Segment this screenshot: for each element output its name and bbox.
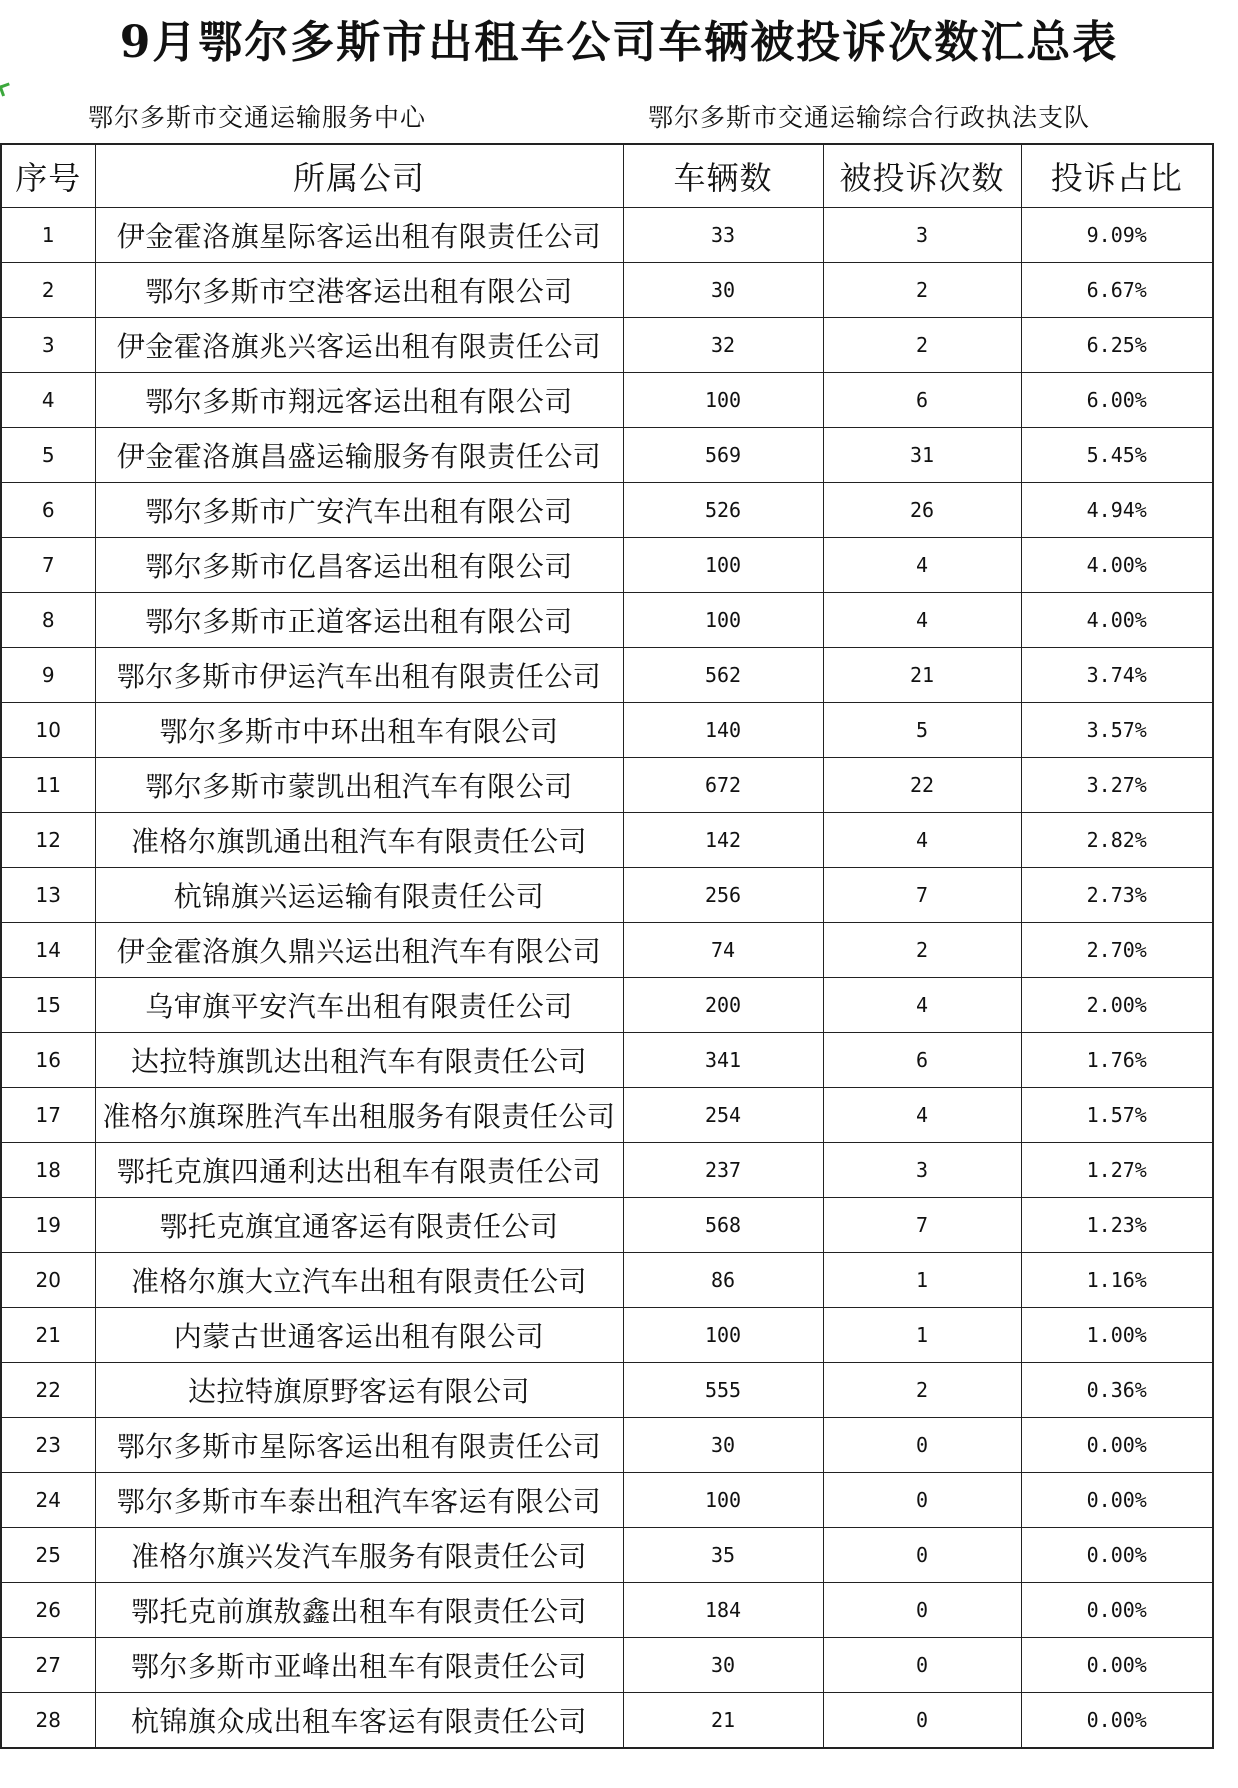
cell-vehicles: 100 xyxy=(623,593,823,648)
cell-ratio: 4.00% xyxy=(1021,538,1213,593)
cell-ratio: 1.57% xyxy=(1021,1088,1213,1143)
cell-index: 15 xyxy=(1,978,95,1033)
cell-index: 26 xyxy=(1,1583,95,1638)
cell-complaints: 7 xyxy=(823,1198,1021,1253)
header-company: 所属公司 xyxy=(95,144,623,208)
page-title: 9月鄂尔多斯市出租车公司车辆被投诉次数汇总表 xyxy=(119,17,1119,68)
cell-ratio: 2.82% xyxy=(1021,813,1213,868)
cell-ratio: 0.36% xyxy=(1021,1363,1213,1418)
table-row xyxy=(1,593,1213,648)
cell-complaints: 3 xyxy=(823,208,1021,263)
table-row xyxy=(1,373,1213,428)
cell-ratio: 0.00% xyxy=(1021,1473,1213,1528)
cell-ratio: 0.00% xyxy=(1021,1583,1213,1638)
cell-ratio: 1.23% xyxy=(1021,1198,1213,1253)
cell-index: 4 xyxy=(1,373,95,428)
table-row xyxy=(1,1583,1213,1638)
cell-company: 鄂尔多斯市广安汽车出租有限公司 xyxy=(95,483,623,538)
cell-complaints: 0 xyxy=(823,1473,1021,1528)
corner-mark xyxy=(0,82,13,96)
cell-ratio: 6.67% xyxy=(1021,263,1213,318)
table-row xyxy=(1,1143,1213,1198)
issuer-left: 鄂尔多斯市交通运输服务中心 xyxy=(88,103,427,132)
cell-vehicles: 526 xyxy=(623,483,823,538)
table-row xyxy=(1,1473,1213,1528)
cell-ratio: 3.74% xyxy=(1021,648,1213,703)
cell-company: 杭锦旗兴运运输有限责任公司 xyxy=(95,868,623,923)
cell-complaints: 0 xyxy=(823,1418,1021,1473)
cell-complaints: 0 xyxy=(823,1638,1021,1693)
cell-vehicles: 100 xyxy=(623,373,823,428)
cell-complaints: 26 xyxy=(823,483,1021,538)
cell-ratio: 2.70% xyxy=(1021,923,1213,978)
cell-complaints: 4 xyxy=(823,978,1021,1033)
table-row xyxy=(1,813,1213,868)
cell-complaints: 2 xyxy=(823,1363,1021,1418)
cell-index: 19 xyxy=(1,1198,95,1253)
cell-ratio: 4.00% xyxy=(1021,593,1213,648)
cell-vehicles: 568 xyxy=(623,1198,823,1253)
cell-company: 鄂尔多斯市空港客运出租有限公司 xyxy=(95,263,623,318)
cell-ratio: 0.00% xyxy=(1021,1528,1213,1583)
cell-company: 鄂尔多斯市蒙凯出租汽车有限公司 xyxy=(95,758,623,813)
cell-index: 9 xyxy=(1,648,95,703)
cell-vehicles: 100 xyxy=(623,1308,823,1363)
cell-company: 鄂托克前旗敖鑫出租车有限责任公司 xyxy=(95,1583,623,1638)
cell-complaints: 0 xyxy=(823,1583,1021,1638)
complaints-table xyxy=(0,143,1214,1749)
table-row xyxy=(1,978,1213,1033)
cell-index: 10 xyxy=(1,703,95,758)
cell-ratio: 1.27% xyxy=(1021,1143,1213,1198)
cell-company: 鄂尔多斯市亿昌客运出租有限公司 xyxy=(95,538,623,593)
cell-company: 鄂尔多斯市中环出租车有限公司 xyxy=(95,703,623,758)
cell-vehicles: 30 xyxy=(623,1418,823,1473)
cell-company: 准格尔旗琛胜汽车出租服务有限责任公司 xyxy=(95,1088,623,1143)
cell-complaints: 31 xyxy=(823,428,1021,483)
cell-company: 准格尔旗凯通出租汽车有限责任公司 xyxy=(95,813,623,868)
cell-company: 鄂托克旗宜通客运有限责任公司 xyxy=(95,1198,623,1253)
cell-ratio: 0.00% xyxy=(1021,1638,1213,1693)
cell-vehicles: 184 xyxy=(623,1583,823,1638)
cell-ratio: 6.25% xyxy=(1021,318,1213,373)
header-index: 序号 xyxy=(1,144,95,208)
cell-complaints: 4 xyxy=(823,593,1021,648)
cell-company: 伊金霍洛旗兆兴客运出租有限责任公司 xyxy=(95,318,623,373)
cell-index: 5 xyxy=(1,428,95,483)
cell-ratio: 0.00% xyxy=(1021,1693,1213,1749)
cell-complaints: 4 xyxy=(823,538,1021,593)
cell-vehicles: 100 xyxy=(623,538,823,593)
cell-company: 鄂尔多斯市翔远客运出租有限公司 xyxy=(95,373,623,428)
cell-vehicles: 200 xyxy=(623,978,823,1033)
cell-vehicles: 30 xyxy=(623,1638,823,1693)
table-row xyxy=(1,1308,1213,1363)
cell-vehicles: 32 xyxy=(623,318,823,373)
issuer-right: 鄂尔多斯市交通运输综合行政执法支队 xyxy=(648,103,1091,132)
cell-index: 16 xyxy=(1,1033,95,1088)
cell-company: 鄂尔多斯市正道客运出租有限公司 xyxy=(95,593,623,648)
cell-vehicles: 569 xyxy=(623,428,823,483)
cell-ratio: 5.45% xyxy=(1021,428,1213,483)
cell-complaints: 2 xyxy=(823,923,1021,978)
cell-complaints: 6 xyxy=(823,1033,1021,1088)
cell-index: 14 xyxy=(1,923,95,978)
cell-company: 达拉特旗原野客运有限公司 xyxy=(95,1363,623,1418)
cell-vehicles: 30 xyxy=(623,263,823,318)
cell-index: 24 xyxy=(1,1473,95,1528)
cell-index: 25 xyxy=(1,1528,95,1583)
cell-complaints: 2 xyxy=(823,318,1021,373)
cell-index: 22 xyxy=(1,1363,95,1418)
cell-index: 3 xyxy=(1,318,95,373)
cell-company: 伊金霍洛旗星际客运出租有限责任公司 xyxy=(95,208,623,263)
header-complaints: 被投诉次数 xyxy=(823,144,1021,208)
cell-company: 鄂托克旗四通利达出租车有限责任公司 xyxy=(95,1143,623,1198)
cell-company: 鄂尔多斯市车泰出租汽车客运有限公司 xyxy=(95,1473,623,1528)
cell-ratio: 1.76% xyxy=(1021,1033,1213,1088)
cell-company: 伊金霍洛旗久鼎兴运出租汽车有限公司 xyxy=(95,923,623,978)
table-row xyxy=(1,1693,1213,1749)
cell-vehicles: 254 xyxy=(623,1088,823,1143)
cell-complaints: 1 xyxy=(823,1308,1021,1363)
cell-complaints: 2 xyxy=(823,263,1021,318)
cell-vehicles: 140 xyxy=(623,703,823,758)
table-row xyxy=(1,483,1213,538)
cell-company: 准格尔旗兴发汽车服务有限责任公司 xyxy=(95,1528,623,1583)
cell-complaints: 4 xyxy=(823,813,1021,868)
table-row xyxy=(1,1528,1213,1583)
cell-index: 8 xyxy=(1,593,95,648)
table-row xyxy=(1,703,1213,758)
cell-index: 23 xyxy=(1,1418,95,1473)
cell-vehicles: 555 xyxy=(623,1363,823,1418)
header-ratio: 投诉占比 xyxy=(1021,144,1213,208)
cell-ratio: 2.00% xyxy=(1021,978,1213,1033)
cell-company: 达拉特旗凯达出租汽车有限责任公司 xyxy=(95,1033,623,1088)
cell-ratio: 2.73% xyxy=(1021,868,1213,923)
header-row xyxy=(1,144,1213,208)
cell-ratio: 4.94% xyxy=(1021,483,1213,538)
cell-ratio: 3.27% xyxy=(1021,758,1213,813)
cell-complaints: 6 xyxy=(823,373,1021,428)
table-row xyxy=(1,1088,1213,1143)
table-row xyxy=(1,923,1213,978)
cell-vehicles: 21 xyxy=(623,1693,823,1749)
cell-ratio: 1.00% xyxy=(1021,1308,1213,1363)
cell-complaints: 1 xyxy=(823,1253,1021,1308)
cell-vehicles: 33 xyxy=(623,208,823,263)
cell-index: 28 xyxy=(1,1693,95,1749)
cell-vehicles: 237 xyxy=(623,1143,823,1198)
cell-vehicles: 35 xyxy=(623,1528,823,1583)
cell-company: 准格尔旗大立汽车出租有限责任公司 xyxy=(95,1253,623,1308)
table-row xyxy=(1,538,1213,593)
cell-index: 1 xyxy=(1,208,95,263)
table-row xyxy=(1,208,1213,263)
cell-index: 2 xyxy=(1,263,95,318)
cell-vehicles: 256 xyxy=(623,868,823,923)
cell-complaints: 0 xyxy=(823,1528,1021,1583)
cell-index: 7 xyxy=(1,538,95,593)
cell-company: 鄂尔多斯市亚峰出租车有限责任公司 xyxy=(95,1638,623,1693)
cell-index: 17 xyxy=(1,1088,95,1143)
cell-ratio: 6.00% xyxy=(1021,373,1213,428)
cell-index: 13 xyxy=(1,868,95,923)
cell-company: 内蒙古世通客运出租有限公司 xyxy=(95,1308,623,1363)
table-row xyxy=(1,1363,1213,1418)
cell-company: 乌审旗平安汽车出租有限责任公司 xyxy=(95,978,623,1033)
cell-ratio: 9.09% xyxy=(1021,208,1213,263)
cell-complaints: 5 xyxy=(823,703,1021,758)
table-row xyxy=(1,1638,1213,1693)
header-vehicles: 车辆数 xyxy=(623,144,823,208)
cell-complaints: 21 xyxy=(823,648,1021,703)
cell-company: 伊金霍洛旗昌盛运输服务有限责任公司 xyxy=(95,428,623,483)
table-row xyxy=(1,1033,1213,1088)
table-row xyxy=(1,428,1213,483)
cell-index: 11 xyxy=(1,758,95,813)
table-row xyxy=(1,1418,1213,1473)
cell-index: 18 xyxy=(1,1143,95,1198)
table-row xyxy=(1,1198,1213,1253)
cell-complaints: 7 xyxy=(823,868,1021,923)
cell-index: 12 xyxy=(1,813,95,868)
cell-complaints: 22 xyxy=(823,758,1021,813)
table-row xyxy=(1,648,1213,703)
cell-complaints: 3 xyxy=(823,1143,1021,1198)
cell-index: 21 xyxy=(1,1308,95,1363)
cell-complaints: 0 xyxy=(823,1693,1021,1749)
cell-vehicles: 74 xyxy=(623,923,823,978)
table-row xyxy=(1,758,1213,813)
cell-company: 鄂尔多斯市伊运汽车出租有限责任公司 xyxy=(95,648,623,703)
cell-company: 鄂尔多斯市星际客运出租有限责任公司 xyxy=(95,1418,623,1473)
table-row xyxy=(1,1253,1213,1308)
table-row xyxy=(1,868,1213,923)
cell-complaints: 4 xyxy=(823,1088,1021,1143)
table-row xyxy=(1,263,1213,318)
cell-vehicles: 672 xyxy=(623,758,823,813)
cell-index: 27 xyxy=(1,1638,95,1693)
cell-vehicles: 562 xyxy=(623,648,823,703)
cell-index: 20 xyxy=(1,1253,95,1308)
cell-vehicles: 142 xyxy=(623,813,823,868)
cell-ratio: 1.16% xyxy=(1021,1253,1213,1308)
cell-ratio: 0.00% xyxy=(1021,1418,1213,1473)
cell-vehicles: 100 xyxy=(623,1473,823,1528)
cell-company: 杭锦旗众成出租车客运有限责任公司 xyxy=(95,1693,623,1749)
cell-vehicles: 86 xyxy=(623,1253,823,1308)
cell-vehicles: 341 xyxy=(623,1033,823,1088)
cell-index: 6 xyxy=(1,483,95,538)
table-row xyxy=(1,318,1213,373)
cell-ratio: 3.57% xyxy=(1021,703,1213,758)
